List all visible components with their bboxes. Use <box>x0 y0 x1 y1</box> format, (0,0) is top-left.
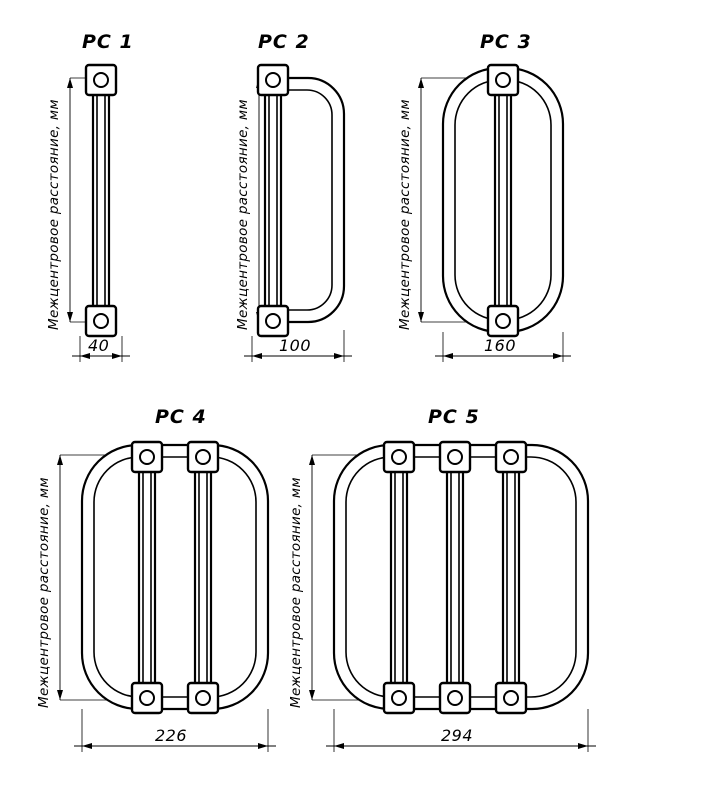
width-label-pc-2: 100 <box>279 336 312 355</box>
vertical-dim-arrow-top-pc-4 <box>57 455 63 465</box>
width-label-pc-1: 40 <box>88 336 110 355</box>
figure-title-pc-1: PC 1 <box>82 31 134 53</box>
connector-plug-bottom-2-pc-5 <box>448 691 462 705</box>
width-arrow-right-pc-1 <box>112 353 122 359</box>
connector-plug-top-pc-3 <box>496 73 510 87</box>
vertical-dim-label-pc-3: Межцентровое расстояние, мм <box>397 99 413 330</box>
width-label-pc-3: 160 <box>484 336 517 355</box>
width-arrow-left-pc-4 <box>82 743 92 749</box>
figure-pc-4 <box>36 406 276 752</box>
width-arrow-right-pc-3 <box>553 353 563 359</box>
connector-plug-bottom-2-pc-4 <box>196 691 210 705</box>
figure-pc-1 <box>46 31 134 362</box>
vertical-dim-arrow-top-pc-1 <box>67 78 73 88</box>
shell-outer-pc-2 <box>272 78 344 322</box>
width-arrow-right-pc-4 <box>258 743 268 749</box>
width-arrow-left-pc-5 <box>334 743 344 749</box>
width-arrow-right-pc-5 <box>578 743 588 749</box>
connector-plug-bottom-pc-1 <box>94 314 108 328</box>
connector-plug-top-pc-1 <box>94 73 108 87</box>
tube-3-pc-5 <box>503 463 519 693</box>
vertical-dim-label-pc-1: Межцентровое расстояние, мм <box>46 99 62 330</box>
vertical-dim-label-pc-4: Межцентровое расстояние, мм <box>36 477 52 708</box>
vertical-dim-arrow-bottom-pc-5 <box>309 690 315 700</box>
vertical-dim-label-pc-2: Межцентровое расстояние, мм <box>235 99 251 330</box>
connector-plug-bottom-1-pc-5 <box>392 691 406 705</box>
width-label-pc-4: 226 <box>155 726 188 745</box>
figure-pc-5 <box>288 406 596 752</box>
figure-title-pc-5: PC 5 <box>428 406 480 428</box>
connector-plug-top-3-pc-5 <box>504 450 518 464</box>
vertical-dim-arrow-top-pc-5 <box>309 455 315 465</box>
connector-plug-bottom-pc-2 <box>266 314 280 328</box>
connector-plug-top-1-pc-5 <box>392 450 406 464</box>
vertical-dim-arrow-bottom-pc-3 <box>418 312 424 322</box>
connector-plug-bottom-pc-3 <box>496 314 510 328</box>
connector-plug-top-2-pc-4 <box>196 450 210 464</box>
vertical-dim-arrow-top-pc-3 <box>418 78 424 88</box>
connector-plug-top-pc-2 <box>266 73 280 87</box>
tube-pc-3 <box>495 86 511 316</box>
connector-plug-top-1-pc-4 <box>140 450 154 464</box>
figure-title-pc-2: PC 2 <box>258 31 310 53</box>
width-arrow-left-pc-2 <box>252 353 262 359</box>
figure-pc-2 <box>235 31 352 362</box>
width-label-pc-5: 294 <box>441 726 474 745</box>
figure-pc-3 <box>397 31 571 362</box>
connector-plug-top-2-pc-5 <box>448 450 462 464</box>
vertical-dim-label-pc-5: Межцентровое расстояние, мм <box>288 477 304 708</box>
tube-pc-2 <box>265 86 281 316</box>
connector-plug-bottom-3-pc-5 <box>504 691 518 705</box>
vertical-dim-arrow-bottom-pc-4 <box>57 690 63 700</box>
shell-outer-pc-4 <box>82 445 268 709</box>
tube-2-pc-4 <box>195 463 211 693</box>
vertical-dim-arrow-bottom-pc-1 <box>67 312 73 322</box>
connector-plug-bottom-1-pc-4 <box>140 691 154 705</box>
figure-title-pc-4: PC 4 <box>155 406 207 428</box>
tube-pc-1 <box>93 86 109 316</box>
width-arrow-left-pc-3 <box>443 353 453 359</box>
tube-1-pc-4 <box>139 463 155 693</box>
tube-1-pc-5 <box>391 463 407 693</box>
figure-title-pc-3: PC 3 <box>480 31 532 53</box>
tube-2-pc-5 <box>447 463 463 693</box>
width-arrow-right-pc-2 <box>334 353 344 359</box>
